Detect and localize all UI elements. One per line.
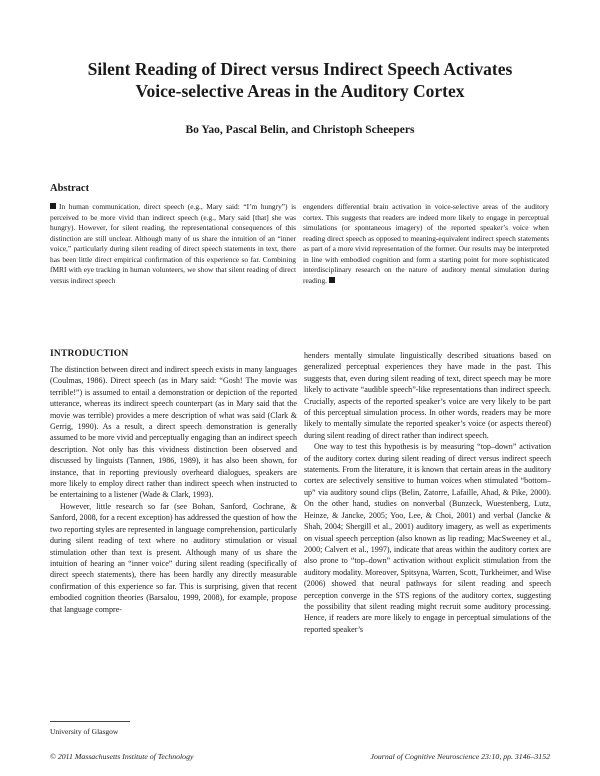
abstract-column-left <box>50 202 296 286</box>
body-column-right <box>304 350 551 635</box>
author-list: Bo Yao, Pascal Belin, and Christoph Scheepers <box>185 124 415 136</box>
abstract-end-square-icon <box>329 277 335 283</box>
body-column-left <box>50 364 297 615</box>
intro-paragraph-4: One way to test this hypothesis is by measuring “top–down” activation of the auditory cortex during silent reading of direct versus indirect speech statements. From the literature, it is known that certain areas in the auditory cortex are selectively sensitive to human voices when stimulated “bottom–up” via auditory sound clips (Belin, Zatorre, Lafaille, Ahad, & Pike, 2000). On the other hand, studies on nonverbal (Bunzeck, Wuestenberg, Lutz, Heinze, & Jancke, 2005; Yoo, Lee, & Choi, 2001) and verbal (Jancke & Shah, 2004; Shergill et al., 2001) auditory imagery, as well as experiments on visual speech perception (also known as lip reading; MacSweeney et al., 2000; Calvert et al., 1997), indicate that areas within the auditory cortex are also prone to “top–down” activation without explicit stimulation from the auditory modality. Moreover, Spitsyna, Warren, Scott, Turkheimer, and Wise (2006) showed that neural pathways for silent reading and speech perception converge in the STS regions of the auditory cortex, suggesting the possibility that silent reading might recruit some auditory processing. Hence, if readers are more likely to engage in perceptual simulations of the reported speaker’s <box>304 442 551 634</box>
introduction-heading: INTRODUCTION <box>50 349 129 359</box>
abstract-start-square-icon <box>50 203 56 209</box>
abstract-column-right <box>303 202 549 286</box>
journal-citation: Journal of Cognitive Neuroscience 23:10, pp. 3146–3152 <box>370 752 550 761</box>
footnote-rule <box>50 721 130 722</box>
title-line-2: Voice-selective Areas in the Auditory Cortex <box>135 81 465 101</box>
abstract-text-right: engenders differential brain activation in voice-selective areas of the auditory cortex. This suggests that readers are indeed more likely to engage in perceptual simulations (or spontaneous imagery) of the reported speaker’s voice when reading direct speech as opposed to meaning-equivalent indirect speech statements as part of a more vivid representation of the former. Our results may be interpreted in line with embodied cognition and form a starting point for more sophisticated interdisciplinary research on the nature of auditory mental simulation during reading. <box>303 202 549 285</box>
copyright-notice: © 2011 Massachusetts Institute of Technology <box>50 752 194 761</box>
author-affiliation: University of Glasgow <box>50 727 119 736</box>
intro-paragraph-3: henders mentally simulate linguistically described situations based on generalized perceptual experiences they have made in the past. This suggests that, even during silent reading of text, direct speech may be more likely to activate “audible speech”-like representations than indirect speech. Crucially, aspects of the reported speaker’s voice are very likely to be part of this perceptual simulation process. In other words, readers may be more likely to mentally simulate the reported speaker’s voice (or aspects thereof) during silent reading of direct rather than indirect speech. <box>304 351 551 440</box>
intro-paragraph-1: The distinction between direct and indirect speech exists in many languages (Coulmas, 1986). Direct speech (as in Mary said: “Gosh! The movie was terrible!”) is assumed to entail a demonstration or depiction of the reported utterance, whereas its indirect speech counterpart (as in Mary said that the movie was terrible) provides a mere description of what was said (Clark & Gerrig, 1990). As a result, a direct speech demonstration is generally assumed to be more vivid and perceptually engaging than an indirect speech description. Not only has this vividness distinction been observed and discussed by linguists (Tannen, 1986, 1989), it has also been shown, for instance, that in reporting previously overheard dialogues, speakers are more likely to employ direct rather than indirect speech when instructed to be entertaining to a listener (Wade & Clark, 1993). <box>50 365 297 500</box>
title-line-1: Silent Reading of Direct versus Indirect Speech Activates <box>87 59 513 79</box>
intro-paragraph-2: However, little research so far (see Bohan, Sanford, Cochrane, & Sanford, 2008, for a recent exception) has addressed the question of how the two reporting styles are represented in language comprehension, particularly during silent reading of text where no auditory stimulation or visual stimulation other than text is present. Although many of us share the intuition of hearing an “inner voice” during silent reading (specifically of direct speech statements), there has been hardly any directly measurable confirmation of this experience so far. This is surprising, given that recent embodied cognition theories (Barsalou, 1999, 2008), for example, propose that language compre- <box>50 501 297 614</box>
paper-title <box>40 58 560 102</box>
abstract-heading: Abstract <box>50 183 90 194</box>
abstract-text-left: In human communication, direct speech (e.g., Mary said: “I’m hungry”) is perceived to be more vivid than indirect speech (e.g., Mary said [that] she was hungry). However, for silent reading, the representational consequences of this distinction are still unclear. Although many of us share the intuition of an “inner voice,” particularly during silent reading of direct speech statements in text, there has been little direct empirical confirmation of this experience so far. Combining fMRI with eye tracking in human volunteers, we show that silent reading of direct versus indirect speech <box>50 202 296 285</box>
